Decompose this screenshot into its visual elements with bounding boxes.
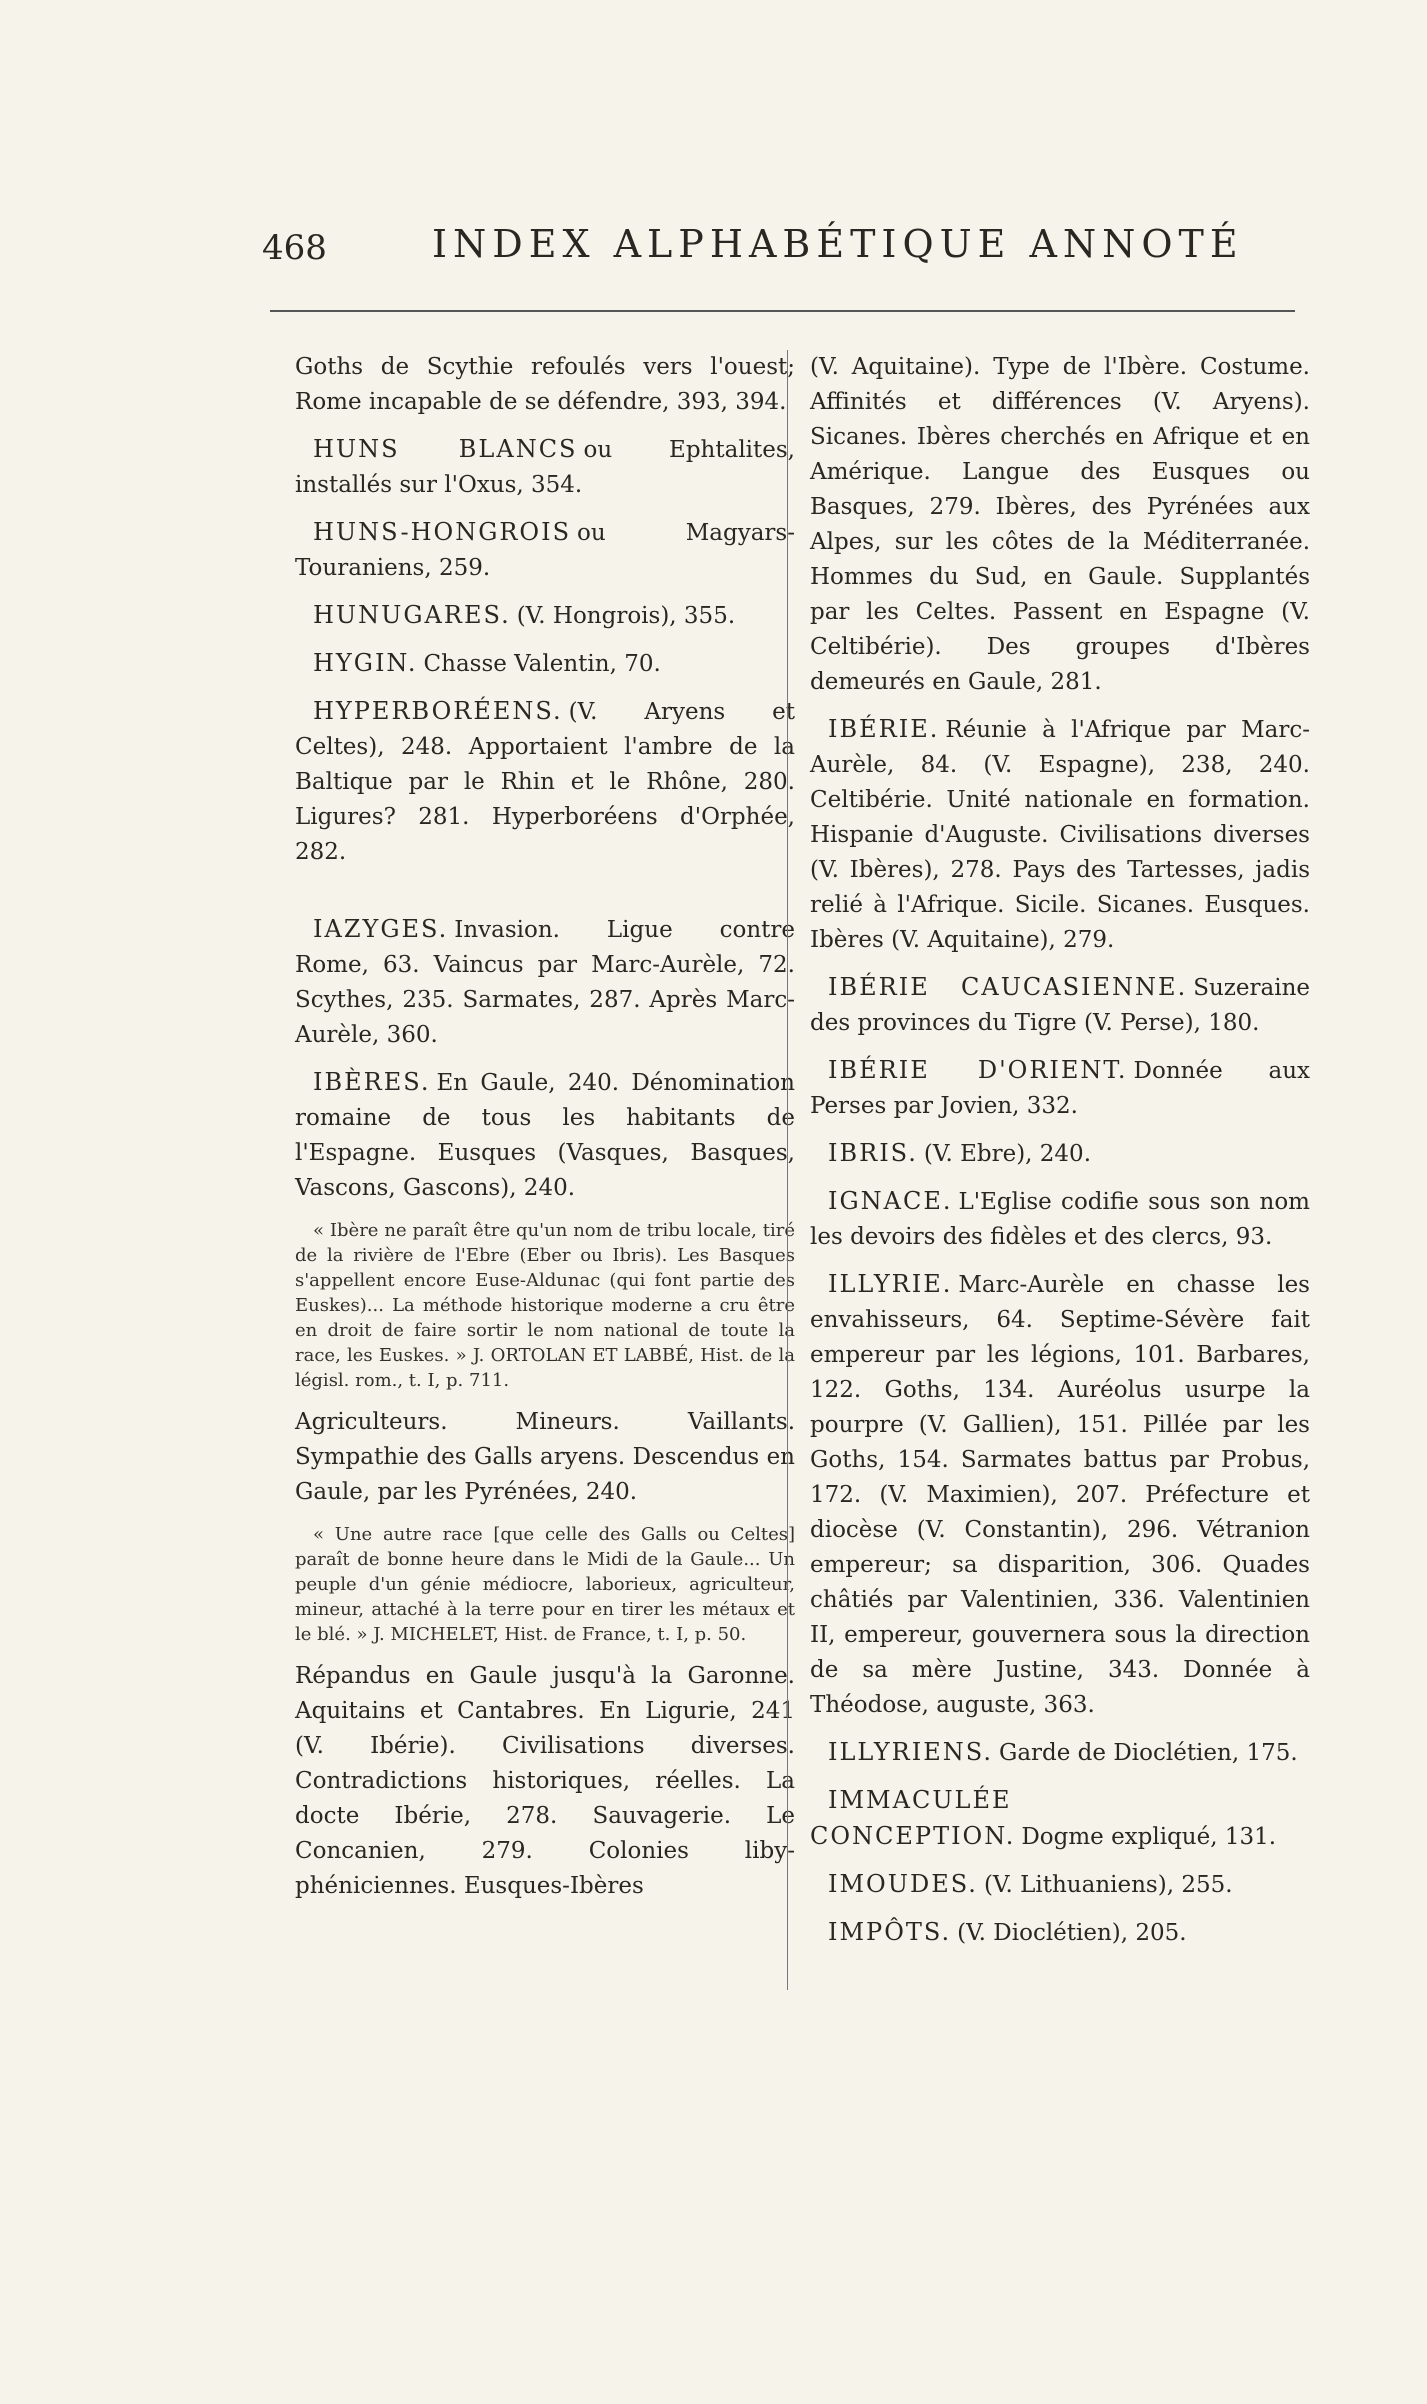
entry-head: ILLYRIE. <box>828 1270 953 1298</box>
right-column <box>810 350 1310 1963</box>
entry-body: (V. Lithuaniens), 255. <box>983 1872 1233 1898</box>
index-entry <box>810 1053 1310 1124</box>
entry-body: Suzeraine des provinces du Tigre (V. Perse), 180. <box>810 975 1310 1036</box>
text-paragraph: Agriculteurs. Mineurs. Vaillants. Sympathie des Galls aryens. Descendus en Gaule, par les Pyrénées, 240. <box>295 1409 795 1505</box>
index-entry <box>810 1267 1310 1723</box>
index-entry <box>295 432 795 503</box>
entry-head: ILLYRIENS. <box>828 1738 993 1766</box>
entry-head: HUNUGARES. <box>313 601 511 629</box>
entry-body: ou Ephtalites, installés sur l'Oxus, 354. <box>295 437 795 498</box>
index-entry <box>810 712 1310 958</box>
entry-body: (V. Ebre), 240. <box>923 1141 1091 1167</box>
text-paragraph: (V. Aquitaine). Type de l'Ibère. Costume. Affinités et différences (V. Aryens). Sicanes. Ibères cherchés en Afrique et en Amérique. Langue des Eusques ou Basques, 279. Ibères, des Pyrénées aux Alpes, sur les côtes de la Méditerranée. Hommes du Sud, en Gaule. Supplantés par les Celtes. Passent en Espagne (V. Celtibérie). Des groupes d'Ibères demeurés en Gaule, 281. <box>810 354 1310 695</box>
index-entry <box>295 1065 795 1206</box>
entry-body: L'Eglise codifie sous son nom les devoirs des fidèles et des clercs, 93. <box>810 1189 1310 1250</box>
header-rule <box>270 310 1295 312</box>
entry-body: Donnée aux Perses par Jovien, 332. <box>810 1058 1310 1119</box>
entry-body: Invasion. Ligue contre Rome, 63. Vaincus par Marc-Aurèle, 72. Scythes, 235. Sarmates, 287. Après Marc-Aurèle, 360. <box>295 917 795 1048</box>
entry-body: En Gaule, 240. Dénomination romaine de tous les habitants de l'Espagne. Eusques (Vasques, Basques, Vascons, Gascons), 240. <box>295 1070 795 1201</box>
entry-head: IBRIS. <box>828 1139 918 1167</box>
entry-head: IAZYGES. <box>313 915 449 943</box>
index-entry <box>810 1867 1310 1903</box>
index-entry <box>810 970 1310 1041</box>
entry-head: IMMACULÉE CONCEPTION. <box>810 1786 1016 1850</box>
entry-head: HYPERBORÉENS. <box>313 697 563 725</box>
entry-head: IMOUDES. <box>828 1870 978 1898</box>
entry-body: Chasse Valentin, 70. <box>423 651 661 677</box>
entry-head: IGNACE. <box>828 1187 953 1215</box>
index-entry <box>295 598 795 634</box>
index-entry <box>810 1136 1310 1172</box>
entry-body: Marc-Aurèle en chasse les envahisseurs, 64. Septime-Sévère fait empereur par les légions, 101. Barbares, 122. Goths, 134. Auréolus usurpe la pourpre (V. Gallien), 151. Pillée par les Goths, 154. Sarmates battus par Probus, 172. (V. Maximien), 207. Préfecture et diocèse (V. Constantin), 296. Vétranion empereur; sa disparition, 306. Quades châtiés par Valentinien, 336. Valentinien II, empereur, gouvernera sous la direction de sa mère Justine, 343. Donnée à Théodose, auguste, 363. <box>810 1272 1310 1718</box>
entry-body: ou Magyars-Touraniens, 259. <box>295 520 795 581</box>
entry-head: IMPÔTS. <box>828 1918 952 1946</box>
page-title: INDEX ALPHABÉTIQUE ANNOTÉ <box>432 222 1244 266</box>
index-entry <box>295 694 795 870</box>
index-entry <box>810 1915 1310 1951</box>
entry-head: IBÉRIE. <box>828 715 940 743</box>
index-entry <box>295 912 795 1053</box>
entry-body: (V. Aryens et Celtes), 248. Apportaient l'ambre de la Baltique par le Rhin et le Rhône, 280. Ligures? 281. Hyperboréens d'Orphée, 282. <box>295 699 795 865</box>
left-column <box>295 350 795 1916</box>
quotation: « Une autre race [que celle des Galls ou Celtes] paraît de bonne heure dans le Midi de la Gaule... Un peuple d'un génie médiocre, laborieux, agriculteur, mineur, attaché à la terre pour en tirer les métaux et le blé. » J. MICHELET, Hist. de France, t. I, p. 50. <box>295 1524 795 1645</box>
entry-body: Réunie à l'Afrique par Marc-Aurèle, 84. (V. Espagne), 238, 240. Celtibérie. Unité nationale en formation. Hispanie d'Auguste. Civilisations diverses (V. Ibères), 278. Pays des Tartesses, jadis relié à l'Afrique. Sicile. Sicanes. Eusques. Ibères (V. Aquitaine), 279. <box>810 717 1310 953</box>
index-entry <box>810 1783 1310 1855</box>
letter-section-gap <box>295 882 795 912</box>
column-divider <box>787 350 788 1990</box>
entry-body: (V. Hongrois), 355. <box>516 603 736 629</box>
entry-body: Dogme expliqué, 131. <box>1021 1824 1277 1850</box>
index-entry <box>295 646 795 682</box>
quotation: « Ibère ne paraît être qu'un nom de tribu locale, tiré de la rivière de l'Ebre (Eber ou Ibris). Les Basques s'appellent encore Euse-Aldunac (qui font partie des Euskes)... La méthode historique moderne a cru être en droit de faire sortir le nom national de toute la race, les Euskes. » J. ORTOLAN ET LABBÉ, Hist. de la législ. rom., t. I, p. 711. <box>295 1220 795 1391</box>
entry-head: HYGIN. <box>313 649 418 677</box>
index-entry <box>810 1184 1310 1255</box>
text-paragraph: Répandus en Gaule jusqu'à la Garonne. Aquitains et Cantabres. En Ligurie, 241 (V. Ibérie). Civilisations diverses. Contradictions historiques, réelles. La docte Ibérie, 278. Sauvagerie. Le Concanien, 279. Colonies liby-phéniciennes. Eusques-Ibères <box>295 1663 795 1899</box>
entry-head: HUNS BLANCS <box>313 435 578 463</box>
entry-head: IBÈRES. <box>313 1068 431 1096</box>
index-entry <box>810 1735 1310 1771</box>
entry-head: IBÉRIE CAUCASIENNE. <box>828 973 1188 1001</box>
entry-head: IBÉRIE D'ORIENT. <box>828 1056 1128 1084</box>
entry-body: Garde de Dioclétien, 175. <box>998 1740 1298 1766</box>
text-paragraph: Goths de Scythie refoulés vers l'ouest; Rome incapable de se défendre, 393, 394. <box>295 354 795 415</box>
index-entry <box>295 515 795 586</box>
entry-body: (V. Dioclétien), 205. <box>957 1920 1187 1946</box>
entry-head: HUNS-HONGROIS <box>313 518 572 546</box>
page-number: 468 <box>262 228 327 268</box>
